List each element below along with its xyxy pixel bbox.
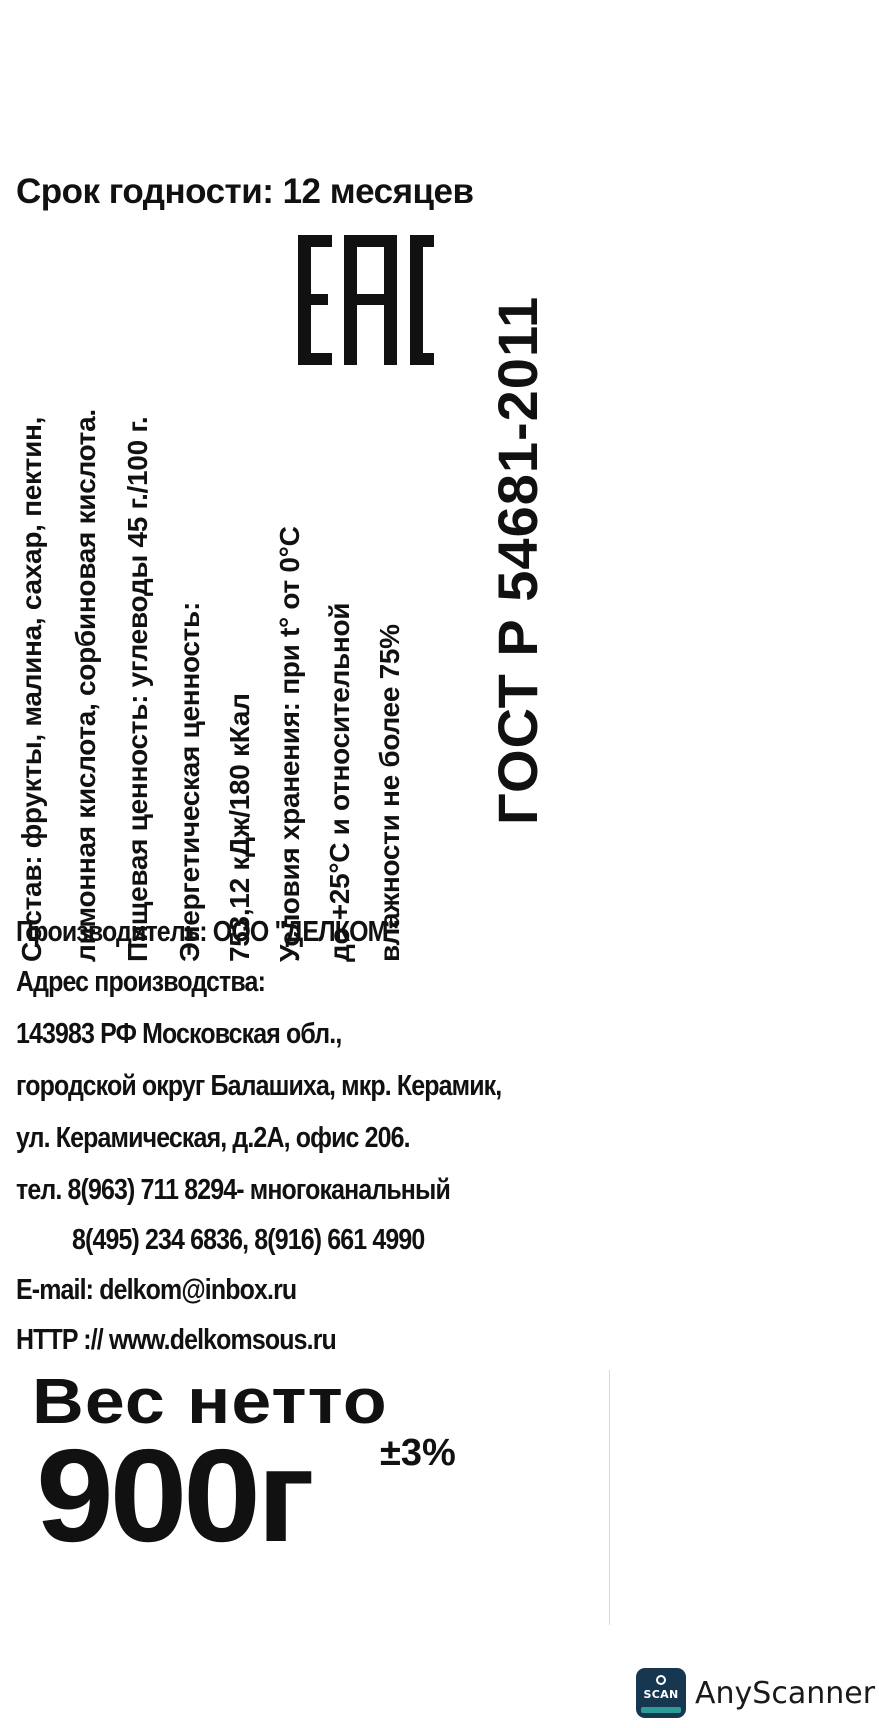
manufacturer-name: Производитель: ООО "ДЕЛКОМ" <box>16 916 399 948</box>
energy-value-text: 753,12 кДж/180 кКал <box>224 693 255 962</box>
scanner-app-icon <box>636 1668 686 1718</box>
email-text: E-mail: delkom@inbox.ru <box>16 1274 297 1306</box>
scanner-logo-text: SCAN <box>643 1688 679 1701</box>
website-text: HTTP :// www.delkomsous.ru <box>16 1324 336 1356</box>
storage-conditions-line-2: до +25°С и относительной <box>324 602 355 962</box>
production-address-label: Адрес производства: <box>16 966 266 998</box>
address-line-2: городской округ Балашиха, мкр. Керамик, <box>16 1070 502 1102</box>
nutrition-value-text: Пищевая ценность: углеводы 45 г./100 г. <box>122 416 153 962</box>
anyscanner-watermark <box>636 1668 875 1718</box>
storage-conditions-line-3: влажности не более 75% <box>374 624 405 962</box>
gost-standard-text: ГОСТ Р 54681-2011 <box>486 295 549 825</box>
scanner-app-name: AnyScanner <box>695 1675 876 1711</box>
net-weight-title: Вес нетто <box>32 1365 388 1437</box>
eac-mark-logo <box>298 235 434 365</box>
composition-line-1: Состав: фрукты, малина, сахар, пектин, <box>16 416 47 962</box>
weight-tolerance: ±3% <box>380 1432 456 1474</box>
phone-line-1: тел. 8(963) 711 8294- многоканальный <box>16 1174 450 1206</box>
label-edge-divider <box>609 1370 610 1625</box>
address-line-3: ул. Керамическая, д.2А, офис 206. <box>16 1122 410 1154</box>
energy-label-text: Энергетическая ценность: <box>174 602 205 962</box>
storage-conditions-line-1: Условия хранения: при t° от 0°С <box>274 526 305 962</box>
lens-icon <box>656 1675 666 1685</box>
net-weight-value: 900г <box>36 1422 311 1569</box>
phone-line-2: 8(495) 234 6836, 8(916) 661 4990 <box>72 1224 425 1256</box>
composition-line-2: лимонная кислота, сорбиновая кислота. <box>70 409 101 962</box>
address-line-1: 143983 РФ Московская обл., <box>16 1018 342 1050</box>
shelf-life-text: Срок годности: 12 месяцев <box>16 172 474 211</box>
scan-bar-icon <box>641 1707 681 1713</box>
